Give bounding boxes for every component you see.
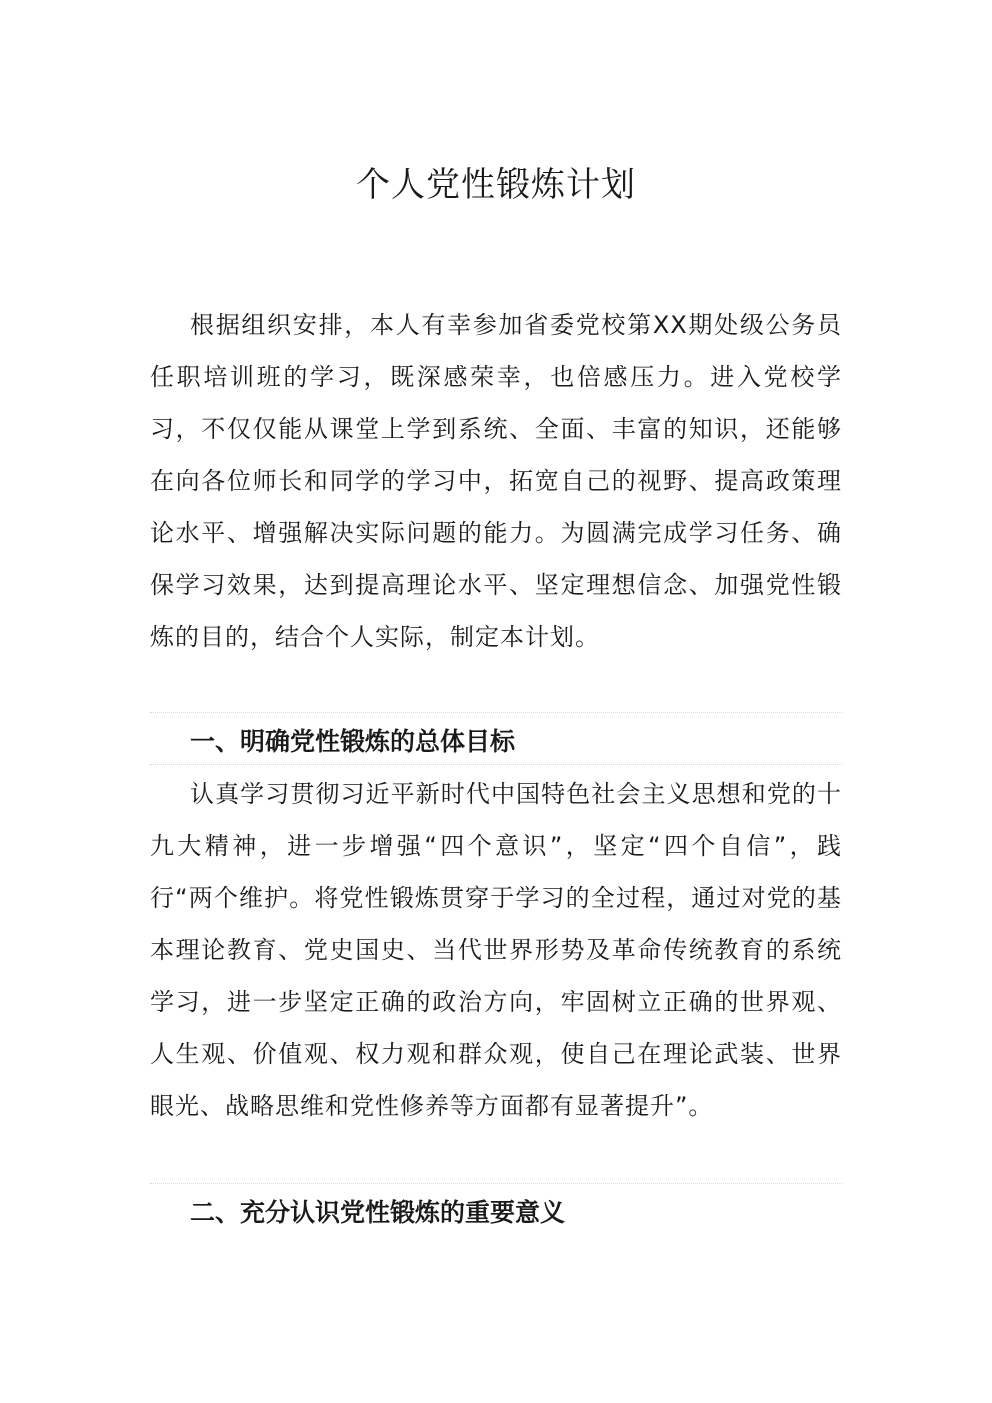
section-heading-2: 二、充分认识党性锻炼的重要意义: [190, 1198, 566, 1227]
intro-paragraph: 根据组织安排，本人有幸参加省委党校第XX期处级公务员任职培训班的学习，既深感荣幸，也倍感压力。进入党校学习，不仅仅能从课堂上学到系统、全面、丰富的知识，还能够在向各位师长和同学的学习中，拓宽自己的视野、提高政策理论水平、增强解决实际问题的能力。为圆满完成学习任务、确保学习效果，达到提高理论水平、坚定理想信念、加强党性锻炼的目的，结合个人实际，制定本计划。: [150, 311, 842, 651]
divider: [150, 712, 842, 713]
divider: [150, 1183, 842, 1184]
goal-paragraph: 认真学习贯彻习近平新时代中国特色社会主义思想和党的十九大精神，进一步增强“四个意识”，坚定“四个自信”，践行“两个维护。将党性锻炼贯穿于学习的全过程，通过对党的基本理论教育、党史国史、当代世界形势及革命传统教育的系统学习，进一步坚定正确的政治方向，牢固树立正确的世界观、人生观、价值观、权力观和群众观，使自己在理论武装、世界眼光、战略思维和党性修养等方面都有显著提升”。: [150, 780, 842, 1120]
document-title: 个人党性锻炼计划: [356, 165, 636, 205]
section-heading-1: 一、明确党性锻炼的总体目标: [190, 727, 516, 756]
divider: [150, 764, 842, 765]
